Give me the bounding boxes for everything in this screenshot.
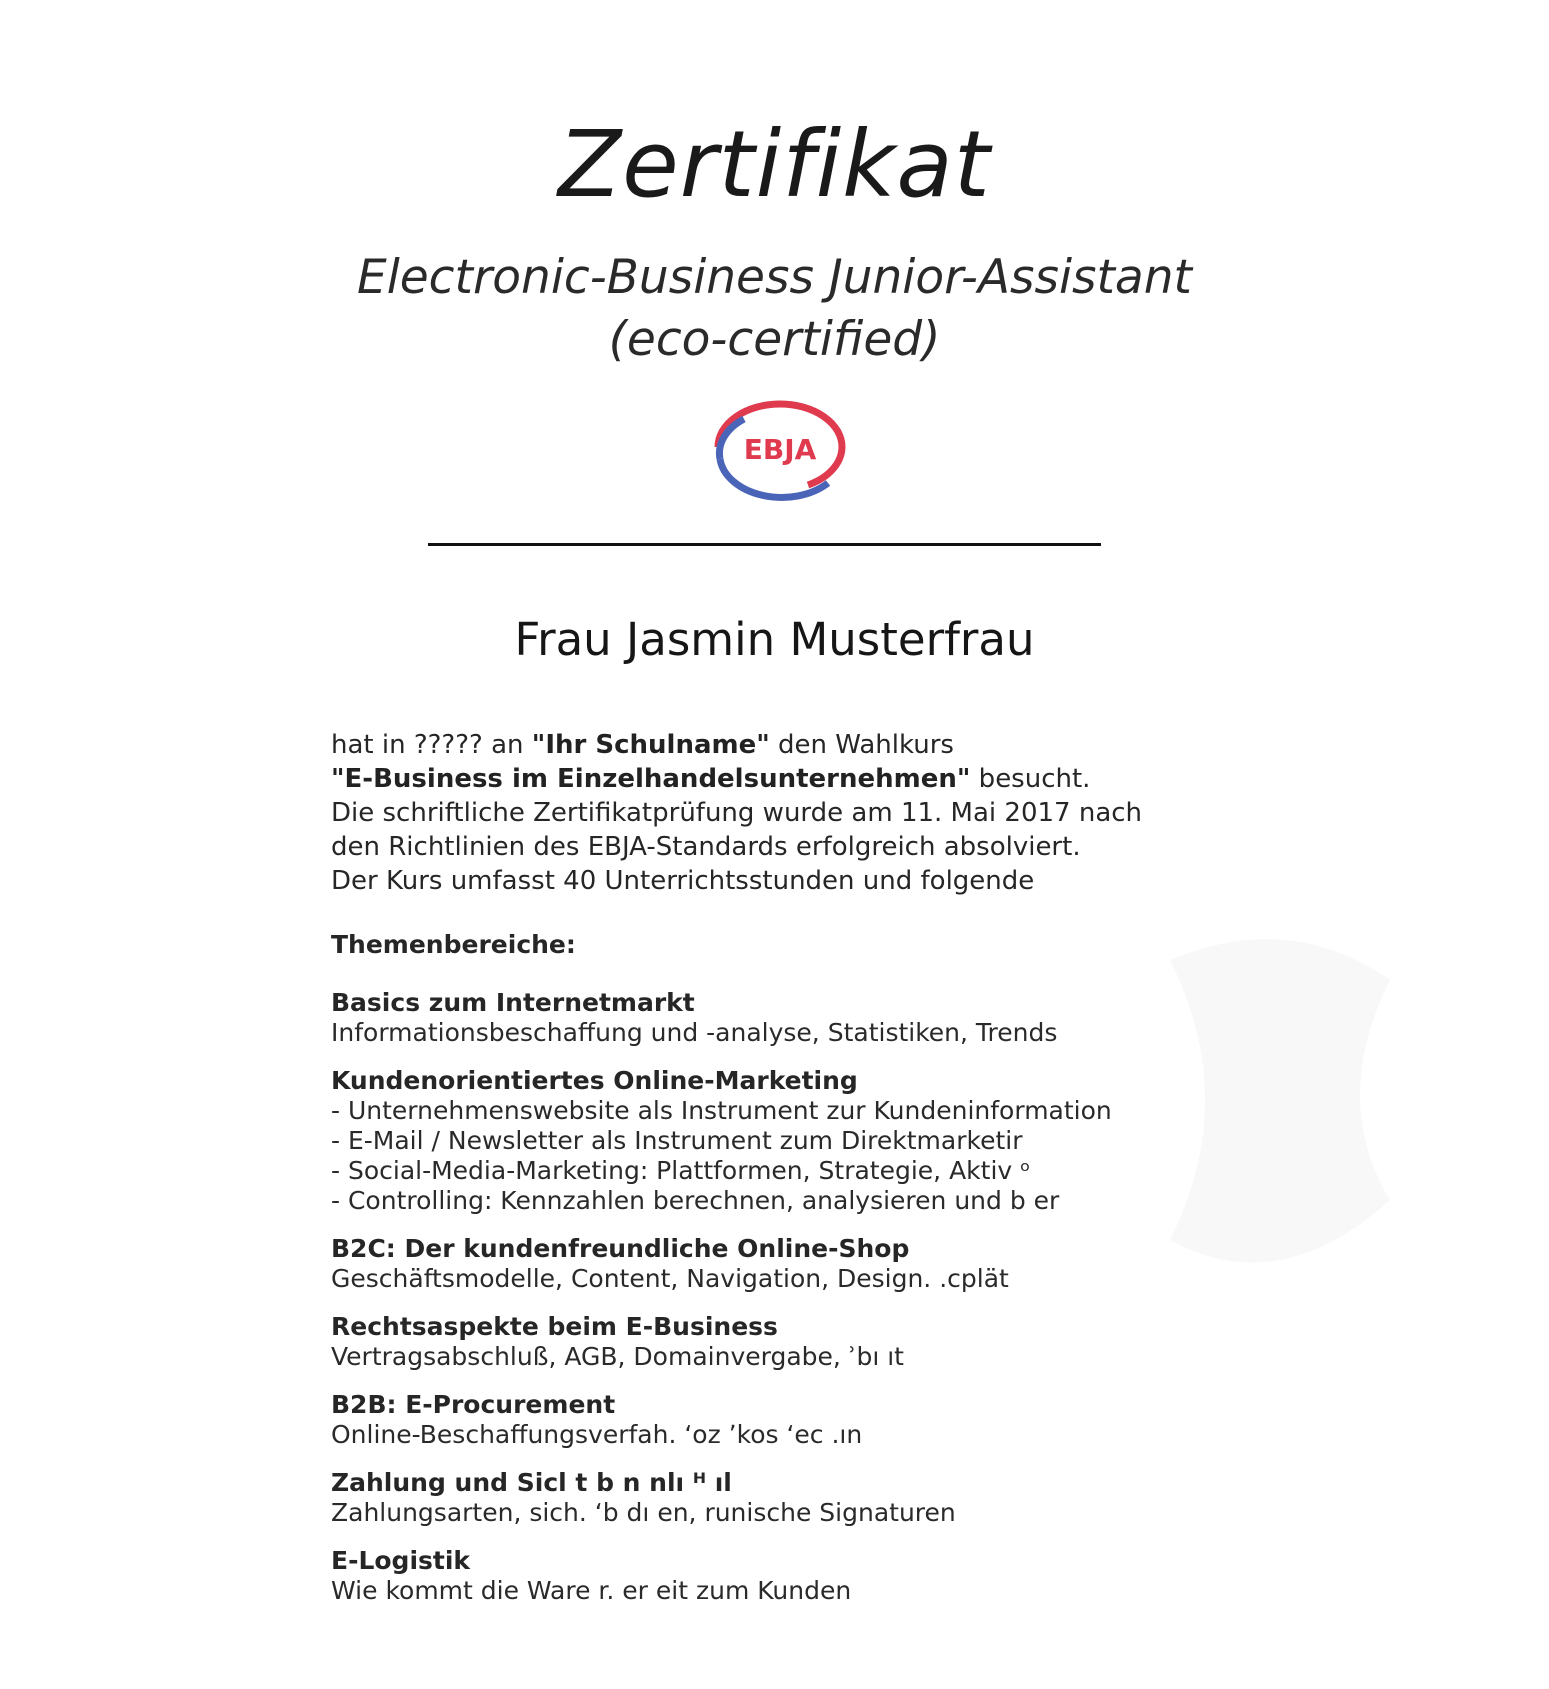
- topic-line: - Unternehmenswebsite als Instrument zur Kundeninformation: [331, 1096, 1112, 1125]
- certificate-body: [331, 728, 1331, 898]
- faint-watermark: [1130, 900, 1430, 1320]
- topic-line: Wie kommt die Ware r. er eit zum Kunden: [331, 1576, 852, 1605]
- body-line-1-suffix: den Wahlkurs: [769, 730, 954, 760]
- topic-title: Basics zum Internetmarkt: [331, 988, 695, 1017]
- topic-line: - E-Mail / Newsletter als Instrument zum Direktmarketir: [331, 1126, 1023, 1155]
- topic-line: Zahlungsarten, sich. ʻb dı en, runische Signaturen: [331, 1498, 956, 1527]
- body-line-1: [331, 728, 1331, 762]
- topic-title: Rechtsaspekte beim E-Business: [331, 1312, 778, 1341]
- topic-line: - Controlling: Kennzahlen berechnen, analysieren und b er: [331, 1186, 1060, 1215]
- signature-rule: [428, 543, 1101, 546]
- topic-item: [331, 1312, 1331, 1372]
- topic-item: [331, 1390, 1331, 1450]
- topic-title: Kundenorientiertes Online-Marketing: [331, 1066, 858, 1095]
- topic-title: Zahlung und Sicl t b n nlı ᴴ ıl: [331, 1468, 732, 1497]
- course-name: "E-Business im Einzelhandelsunternehmen": [331, 764, 971, 794]
- topic-title: E-Logistik: [331, 1546, 471, 1575]
- ebja-logo: [698, 397, 858, 507]
- logo-text: EBJA: [743, 433, 817, 466]
- topic-line: Online-Beschaffungsverfah. ʻoz ʼkos ʻec .ın: [331, 1420, 863, 1449]
- body-line-5: Der Kurs umfasst 40 Unterrichtsstunden und folgende: [331, 866, 1035, 896]
- body-line-3: Die schriftliche Zertifikatprüfung wurde am 11. Mai 2017 nach: [331, 798, 1143, 828]
- topic-line: Geschäftsmodelle, Content, Navigation, Design. .cplät: [331, 1264, 1009, 1293]
- topic-item: [331, 1546, 1331, 1606]
- certificate-title: Zertifikat: [558, 111, 991, 218]
- recipient-name: Frau Jasmin Musterfrau: [514, 613, 1035, 666]
- body-line-1-prefix: hat in ????? an: [331, 730, 532, 760]
- topic-line: Informationsbeschaffung und -analyse, Statistiken, Trends: [331, 1018, 1058, 1047]
- school-name: "Ihr Schulname": [531, 730, 770, 760]
- body-line-2-suffix: besucht.: [970, 764, 1091, 794]
- body-line-2: [331, 762, 1331, 796]
- topic-title: B2B: E-Procurement: [331, 1390, 616, 1419]
- topic-line: - Social-Media-Marketing: Plattformen, Strategie, Aktiv ᵒ: [331, 1156, 1031, 1185]
- certificate-subtitle: Electronic-Business Junior-Assistant: [357, 250, 1192, 305]
- body-line-4: den Richtlinien des EBJA-Standards erfolgreich absolviert.: [331, 832, 1081, 862]
- topics-heading: Themenbereiche:: [331, 930, 576, 959]
- topic-item: [331, 1468, 1331, 1528]
- topic-line: Vertragsabschluß, AGB, Domainvergabe, ʾbı ıt: [331, 1342, 904, 1371]
- certificate-subtitle-certified: (eco-certified): [608, 312, 941, 367]
- topic-title: B2C: Der kundenfreundliche Online-Shop: [331, 1234, 910, 1263]
